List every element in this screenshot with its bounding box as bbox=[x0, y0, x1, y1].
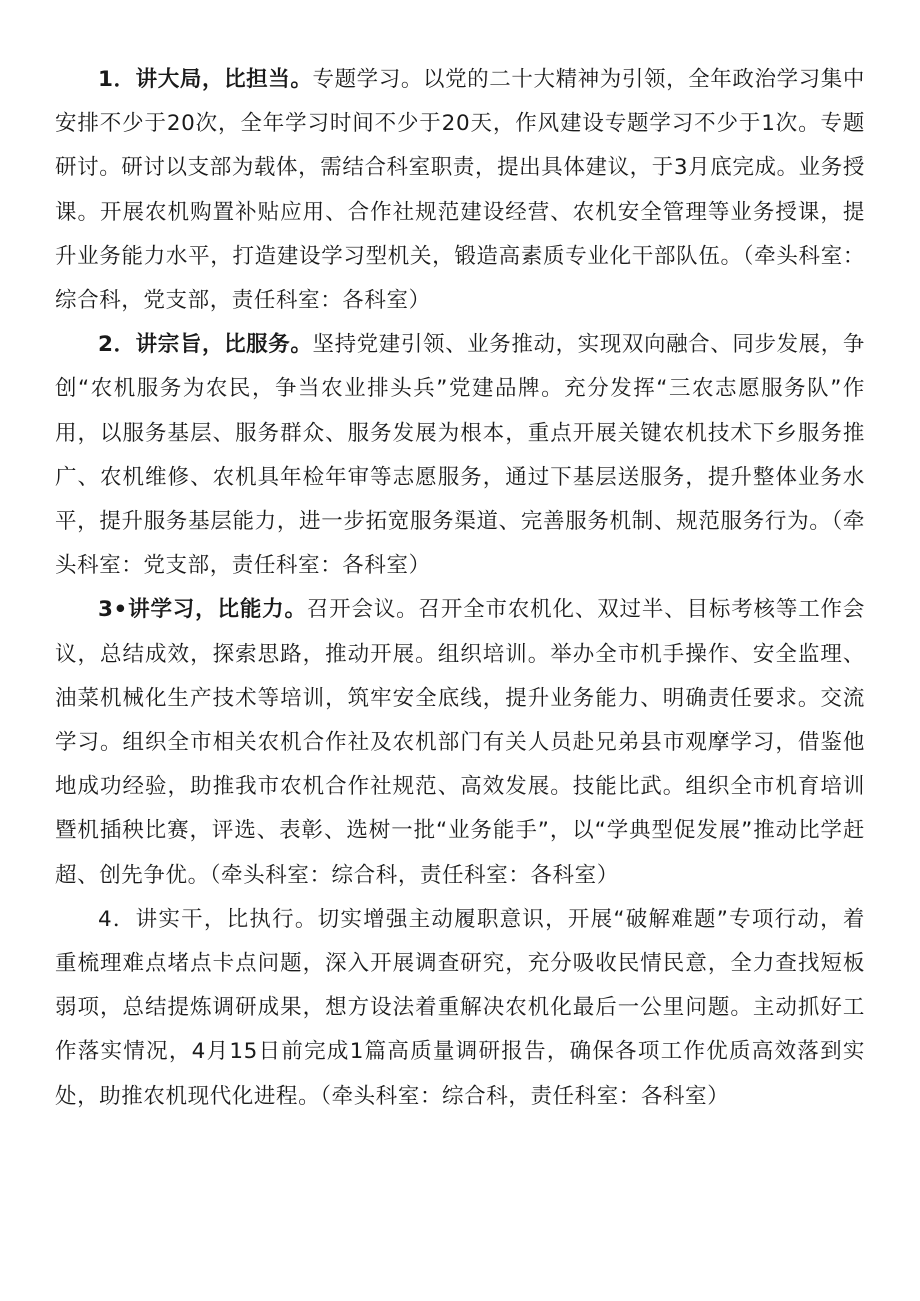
paragraph-3-body: 召开会议。召开全市农机化、双过半、目标考核等工作会议，总结成效，探索思路，推动开展。组织培训。举办全市机手操作、安全监理、油菜机械化生产技术等培训，筑牢安全底线，提升业务能力、明确责任要求。交流学习。组织全市相关农机合作社及农机部门有关人员赴兄弟县市观摩学习，借鉴他地成功经验，助推我市农机合作社规范、高效发展。技能比武。组织全市机育培训暨机插秧比赛，评选、表彰、选树一批“业务能手”，以“学典型促发展”推动比学赶超、创先争优。（牵头科室：综合科，责任科室：各科室） bbox=[55, 597, 865, 888]
paragraph-3 bbox=[55, 588, 865, 897]
paragraph-1-body: 专题学习。以党的二十大精神为引领，全年政治学习集中安排不少于20次，全年学习时间不少于20天，作风建设专题学习不少于1次。专题研讨。研讨以支部为载体，需结合科室职责，提出具体建议，于3月底完成。业务授课。开展农机购置补贴应用、合作社规范建设经营、农机安全管理等业务授课，提升业务能力水平，打造建设学习型机关，锻造高素质专业化干部队伍。（牵头科室：综合科，党支部，责任科室：各科室） bbox=[55, 67, 865, 314]
paragraph-2-heading: 2．讲宗旨，比服务。 bbox=[98, 332, 313, 358]
paragraph-2-body: 坚持党建引领、业务推动，实现双向融合、同步发展，争创“农机服务为农民，争当农业排头兵”党建品牌。充分发挥“三农志愿服务队”作用，以服务基层、服务群众、服务发展为根本，重点开展关键农机技术下乡服务推广、农机维修、农机具年检年审等志愿服务，通过下基层送服务，提升整体业务水平，提升服务基层能力，进一步拓宽服务渠道、完善服务机制、规范服务行为。（牵头科室：党支部，责任科室：各科室） bbox=[55, 332, 865, 579]
paragraph-4 bbox=[55, 898, 865, 1119]
paragraph-1-heading: 1．讲大局，比担当。 bbox=[98, 67, 313, 92]
paragraph-1 bbox=[55, 58, 865, 323]
paragraph-3-heading: 3•讲学习，比能力。 bbox=[98, 597, 307, 623]
paragraph-4-body: 4．讲实干，比执行。切实增强主动履职意识，开展“破解难题”专项行动，着重梳理难点堵点卡点问题，深入开展调查研究，充分吸收民情民意，全力查找短板弱项，总结提炼调研成果，想方设法着重解决农机化最后一公里问题。主动抓好工作落实情况，4月15日前完成1篇高质量调研报告，确保各项工作优质高效落到实处，助推农机现代化进程。（牵头科室：综合科，责任科室：各科室） bbox=[55, 906, 865, 1109]
paragraph-2 bbox=[55, 323, 865, 588]
